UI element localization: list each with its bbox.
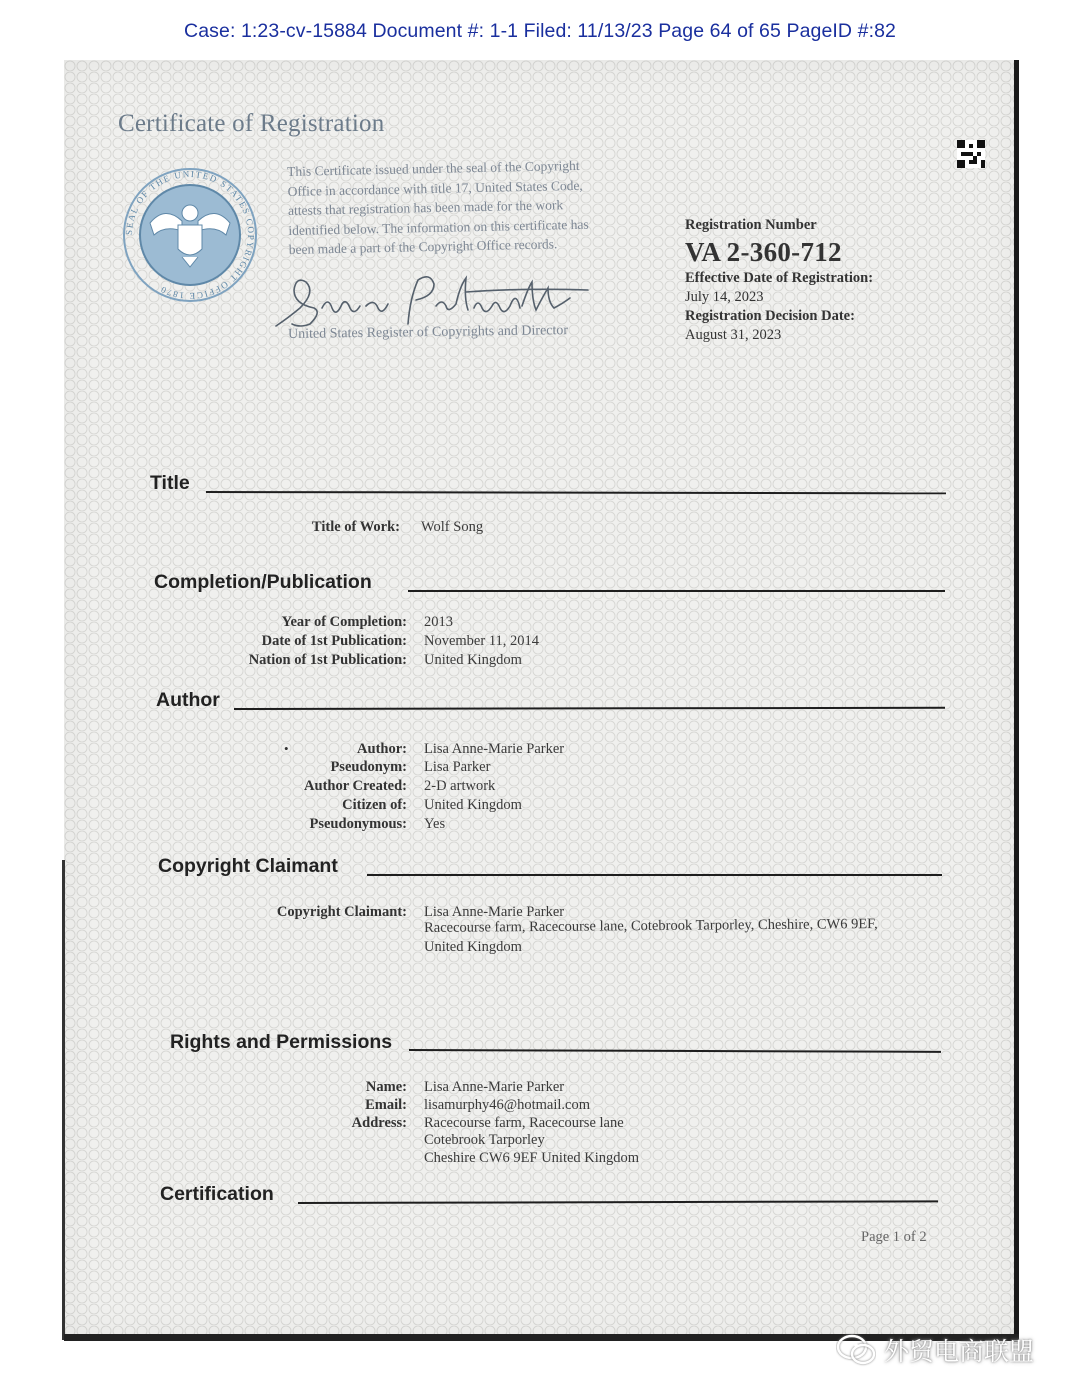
- field-label-row: [107, 797, 407, 816]
- effective-date: July 14, 2023: [685, 289, 764, 305]
- claimant-name: Lisa Anne-Marie Parker: [424, 904, 565, 920]
- field-label-row: [107, 741, 407, 760]
- watermark: [836, 1332, 1034, 1368]
- field-label: Copyright Claimant:: [276, 904, 407, 920]
- field-label: Author Created:: [304, 778, 407, 794]
- section-rights-heading: Rights and Permissions: [170, 1031, 393, 1053]
- copyright-office-seal: [120, 165, 260, 305]
- section-completion-heading: Completion/Publication: [154, 571, 372, 593]
- rights-address-line: Cheshire CW6 9EF United Kingdom: [424, 1150, 640, 1166]
- intro-line: identified below. The information on this certificate has: [288, 216, 589, 238]
- field-label: Address:: [351, 1115, 407, 1131]
- nation-first-publication: United Kingdom: [424, 652, 522, 668]
- intro-line: Office in accordance with title 17, United States Code,: [287, 177, 583, 199]
- field-label: Email:: [365, 1097, 407, 1113]
- section-title-heading: Title: [150, 472, 190, 494]
- date-first-publication: November 11, 2014: [424, 633, 540, 649]
- author-created: 2-D artwork: [424, 778, 496, 794]
- field-label-row: [107, 614, 407, 633]
- effective-date-label: Effective Date of Registration:: [685, 270, 874, 286]
- year-of-completion: 2013: [424, 614, 453, 630]
- field-label-row: [107, 759, 407, 778]
- author-pseudonym: Lisa Parker: [424, 759, 491, 775]
- section-author-heading: Author: [156, 689, 220, 711]
- claimant-address: Racecourse farm, Racecourse lane, Cotebrook Tarporley, Cheshire, CW6 9EF,: [424, 916, 878, 936]
- page-number: Page 1 of 2: [861, 1229, 927, 1245]
- intro-line: been made a part of the Copyright Office records.: [288, 236, 558, 257]
- field-label-row: [107, 1115, 407, 1134]
- field-label: Nation of 1st Publication:: [248, 652, 407, 668]
- rights-name: Lisa Anne-Marie Parker: [424, 1079, 565, 1095]
- field-label: Name:: [365, 1079, 407, 1095]
- section-claimant-heading: Copyright Claimant: [158, 855, 338, 877]
- field-label-row: [107, 778, 407, 797]
- intro-line: This Certificate issued under the seal of the Copyright: [287, 157, 580, 179]
- author-name: Lisa Anne-Marie Parker: [424, 741, 565, 757]
- qr-code-icon: [957, 140, 985, 168]
- watermark-text: 外贸电商联盟: [884, 1337, 1035, 1366]
- bullet-icon: •: [284, 741, 289, 756]
- decision-date-label: Registration Decision Date:: [685, 308, 855, 324]
- section-rule: [367, 874, 942, 876]
- registration-number: VA 2-360-712: [685, 237, 842, 267]
- section-certification-heading: Certification: [160, 1183, 274, 1205]
- decision-date: August 31, 2023: [685, 327, 782, 343]
- seal-text: SEAL OF THE UNITED STATES COPYRIGHT OFFICE 1870: [123, 168, 257, 302]
- registration-number-label: Registration Number: [685, 217, 817, 233]
- field-label: Year of Completion:: [281, 614, 407, 630]
- page-edge-right: [1014, 60, 1019, 1342]
- page-edge-left: [62, 860, 65, 1340]
- section-rule: [408, 590, 945, 592]
- field-label-row: [107, 904, 407, 923]
- field-label-row: [107, 633, 407, 652]
- register-signature: [270, 268, 600, 330]
- certificate-intro: [287, 154, 649, 259]
- claimant-country: United Kingdom: [424, 939, 522, 955]
- field-label: Pseudonym:: [330, 759, 407, 775]
- field-label-row: [107, 1079, 407, 1098]
- field-label: Title of Work:: [311, 519, 400, 535]
- field-label: Citizen of:: [342, 797, 407, 813]
- field-label: Date of 1st Publication:: [261, 633, 407, 649]
- field-label-row: [107, 652, 407, 671]
- rights-address-line: Racecourse farm, Racecourse lane: [424, 1115, 624, 1131]
- field-label: Pseudonymous:: [309, 816, 407, 832]
- field-label-row: [100, 519, 400, 538]
- intro-line: attests that registration has been made for the work: [287, 197, 564, 218]
- author-pseudonymous: Yes: [424, 816, 446, 832]
- field-label: Author:: [357, 741, 407, 757]
- registration-block: [685, 216, 873, 345]
- author-citizenship: United Kingdom: [424, 797, 522, 813]
- certificate-title: Certificate of Registration: [118, 110, 385, 137]
- wechat-icon: [836, 1333, 876, 1367]
- case-header: Case: 1:23-cv-15884 Document #: 1-1 Filed: 11/13/23 Page 64 of 65 PageID #:82: [184, 20, 896, 42]
- title-of-work: Wolf Song: [421, 519, 484, 535]
- rights-email: lisamurphy46@hotmail.com: [424, 1097, 590, 1113]
- rights-address-line: Cotebrook Tarporley: [424, 1132, 545, 1148]
- signer-title: United States Register of Copyrights and Director: [288, 323, 569, 342]
- field-label-row: [107, 816, 407, 835]
- field-label-row: [107, 1097, 407, 1116]
